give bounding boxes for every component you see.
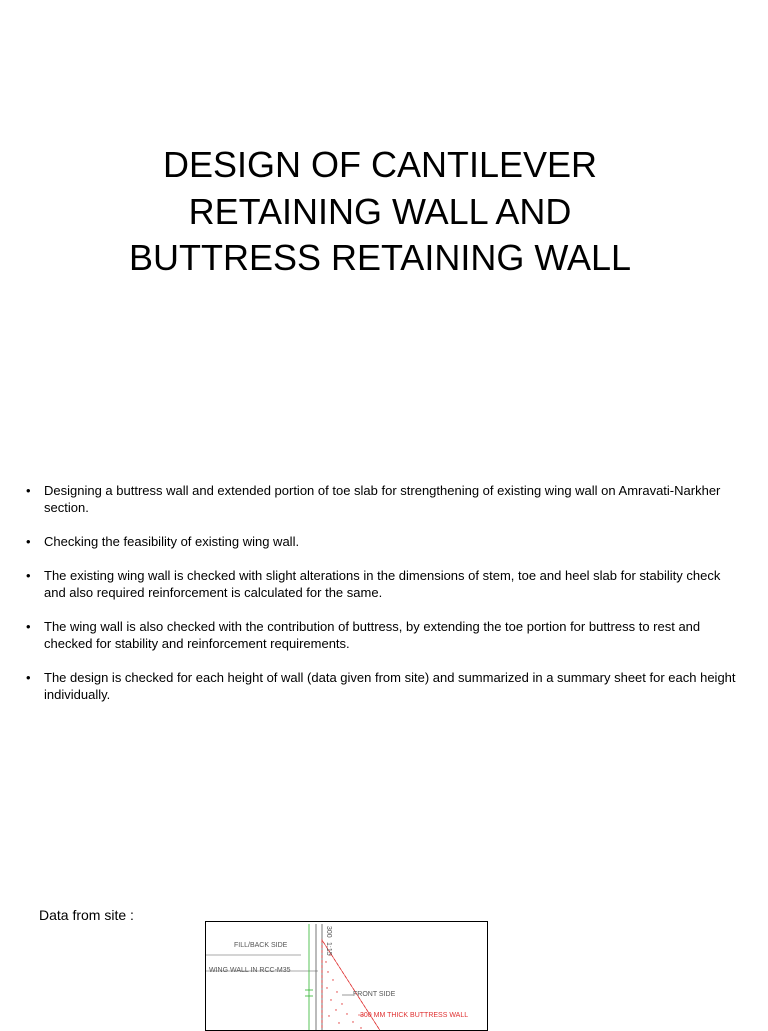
bullet-dot-icon: • [26, 568, 31, 583]
bullet-item [24, 618, 744, 652]
bullet-item [24, 669, 744, 703]
data-from-site-label: Data from site : [39, 907, 134, 923]
bullet-text: The existing wing wall is checked with slight alterations in the dimensions of stem, toe and heel slab for stability check and also required reinforcement is calculated for the same. [44, 568, 721, 600]
front-side-label: FRONT SIDE [353, 991, 396, 998]
buttress-label: 300 MM THICK BUTTRESS WALL [360, 1012, 469, 1019]
bullet-text: Designing a buttress wall and extended portion of toe slab for strengthening of existing wing wall on Amravati-Narkher section. [44, 483, 721, 515]
bullet-dot-icon: • [26, 534, 31, 549]
site-drawing [205, 921, 488, 1031]
bullet-text: The wing wall is also checked with the contribution of buttress, by extending the toe portion for buttress to rest and checked for stability and reinforcement requirements. [44, 619, 701, 651]
bullet-dot-icon: • [26, 619, 31, 634]
wing-wall-label: WING WALL IN RCC-M35 [209, 967, 291, 974]
bullet-dot-icon: • [26, 670, 31, 685]
bullet-list [24, 482, 744, 720]
bullet-item [24, 482, 744, 516]
bullet-text: Checking the feasibility of existing wing wall. [44, 534, 300, 549]
fill-side-label: FILL/BACK SIDE [234, 942, 288, 949]
wall-section-drawing [206, 922, 488, 1031]
bullet-text: The design is checked for each height of wall (data given from site) and summarized in a summary sheet for each height individually. [44, 670, 736, 702]
bullet-item [24, 533, 744, 550]
bullet-dot-icon: • [26, 483, 31, 498]
bullet-item [24, 567, 744, 601]
top-dimension-label: 300 [325, 926, 332, 938]
slope-label: 1:15 [325, 942, 332, 956]
slide-title: DESIGN OF CANTILEVER RETAINING WALL AND BUTTRESS RETAINING WALL [128, 144, 632, 278]
